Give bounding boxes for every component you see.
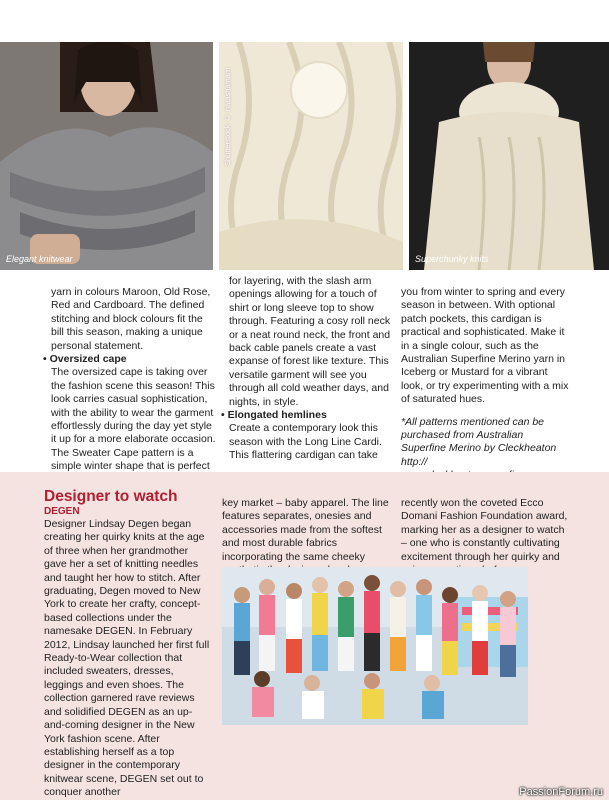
photo-elegant-knitwear [0, 42, 213, 270]
article-column-2 [221, 275, 394, 463]
article-text: The oversized cape is taking over the fashion scene this season! This look carries casual sophistication, with the ability to wear the garment effortlessly during the day yet style it up for a more elaborate occasion. The Sweater Cape pattern is a simple winter shape that is perfect [51, 366, 216, 473]
designer-text: Designer Lindsay Degen began creating her quirky knits at the age of three when her grandmother gave her a set of knitting needles and taught her how to stitch. After graduating, Degen moved to New York to create her crafty, concept-based collections under the namesake DEGEN. In February 2012, Lindsay launched her first full Ready-to-Wear collection that included sweaters, dresses, leggings and even shoes. The collection garnered rave reviews and solidified DEGEN as an up-and-coming designer in the New York fashion scene. After establishing herself as a top designer in the contemporary knitwear scene, DEGEN set out to conquer another [44, 518, 210, 799]
photo-superchunky-knits [409, 42, 609, 270]
section-subtitle: DEGEN [44, 506, 80, 517]
photo-credit-text: Shutterstock © natashamam [223, 67, 232, 166]
article-text: for layering, with the slash arm openings allowing for a touch of shirt or long sleeve top to show through. Featuring a cosy roll neck or a neat round neck, the front and back cable panels create a vast expanse of forest like texture. This versatile garment will see you through all cold weather days, and nights, in style. [229, 275, 391, 408]
article-text: yarn in colours Maroon, Old Rose, Red and Cardboard. The defined stitching and block colours fit the bill this season, making a unique personal statement. [51, 286, 211, 352]
photo-models-group [222, 567, 528, 725]
bullet-heading: • Elongated hemlines [221, 409, 327, 422]
article-text: Create a contemporary look this season with the Long Line Cardi. This flattering cardigan can take [229, 422, 382, 462]
photo-caption: Elegant knitwear [6, 254, 73, 264]
bullet-heading-text: Oversized cape [49, 353, 127, 366]
designer-text: recently won the coveted Ecco Domani Fashion Foundation award, marking her as a designer to watch – one who is constantly cultivating excitement through her quirky and [401, 497, 568, 563]
photo-woman-chunky-sweater [409, 42, 609, 270]
photo-cream-knit [219, 42, 403, 270]
photo-woman-wrap-sweater [0, 42, 213, 270]
photo-degen-runway [222, 567, 528, 725]
section-title: Designer to watch [44, 488, 178, 505]
photo-caption: Superchunky knits [415, 254, 489, 264]
designer-text: key market – baby apparel. The line features separates, onesies and accessories made from the softest and most durable fabrics incorporating the same cheeky [222, 497, 389, 563]
designer-column-1 [44, 488, 212, 800]
watermark: PassionForum.ru [519, 786, 603, 798]
bullet-heading-text: Elongated hemlines [227, 409, 327, 422]
article-column-1 [43, 286, 216, 474]
article-column-3 [401, 286, 571, 483]
pattern-note: *All patterns mentioned can be purchased from Australian Superfine Merino by Cleckheaton http:// [401, 415, 557, 468]
article-text: you from winter to spring and every season in between. With optional patch pockets, this cardigan is practical and sophisticated. Make it in a single colour, such as the Australian Superfine Merino yarn in Iceberg or Mustard for a vibrant look, or try experimenting with a mix of saturated hues. [401, 286, 569, 406]
bullet-heading: • Oversized cape [43, 353, 127, 366]
photo-knit-texture [219, 42, 403, 270]
